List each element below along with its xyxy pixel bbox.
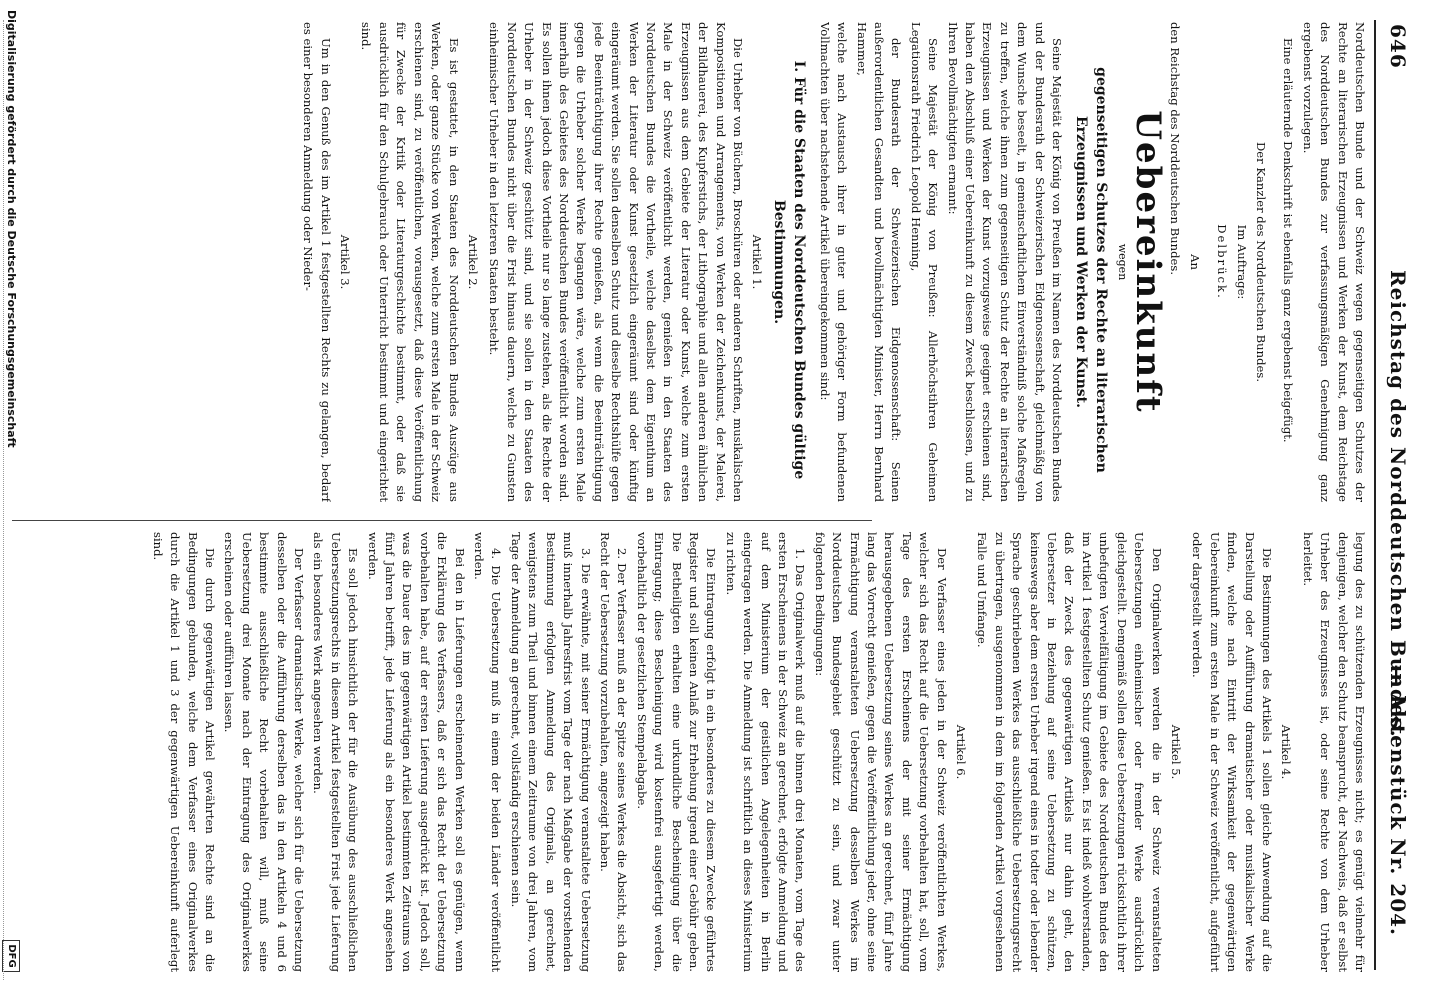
header-rule <box>1374 20 1376 970</box>
article-5-heading: Artikel 5. <box>1168 724 1183 780</box>
article-3-text: Um in den Genuß des im Artikel 1 festgestellten Rechts zu gelangen, bedarf es einer besonderen Anmeldung oder Nieder- <box>301 22 333 502</box>
article-6-paragraph-b: Der Verfasser dramatischer Werke, welcher sich für die Uebersetzung desselben oder die Aufführung derselben das in den Artikeln 4 und 6 bestimmte ausschließliche Recht vorbehalten will, muß seine Uebersetzung drei Monate nach der Eintragung des Originalwerkes erscheinen oder aufführen lassen. <box>222 532 307 972</box>
article-1-heading: Artikel 1. <box>750 234 765 290</box>
intro-paragraph: Norddeutschen Bunde und der Schweiz wegen gegenseitigen Schutzes der Rechte an literarischen Erzeugnissen und Werken der Kunst, dem Reichstage des Norddeutschen Bundes zur verfassungsmäßigen Genehmigung ganz ergebenst vorzulegen. <box>1300 22 1367 502</box>
column-divider <box>12 520 872 521</box>
dfg-logo: DFG <box>2 940 20 972</box>
page-number: 646 <box>1386 24 1410 69</box>
preamble-paragraph: Seine Majestät der König von Preußen im Namen des Norddeutschen Bundes und der Bundesrath der Schweizerischen Eidgenossenschaft, gleichmäßig von dem Wunsche beseelt, in gemeinschaftlichem Einverständniß solche Maßregeln zu treffen, welche ihnen zum gegenseitigen Schutz der Rechte an literarischen Erzeugnissen und Werken der Kunst vorzugsweise geeignet erschienen sind, haben den Abschluß einer Uebereinkunft zu diesem Zweck beschlossen, und zu Ihren Bevollmächtigten ernannt: <box>945 22 1065 502</box>
funding-notice: Digitalisierung gefördert durch die Deutsche Forschungsgemeinschaft <box>5 10 18 448</box>
signature-line: Der Kanzler des Norddeutschen Bundes. <box>1253 141 1268 383</box>
article-1-text: Die Urheber von Büchern, Broschüren oder anderen Schriften, musikalischen Kompositionen und Arrangements, von Werken der Zeichenkunst, der Malerei, der Bildhauerei, des Kupferstichs, der Lithographie und allen anderen ähnlichen Erzeugnissen aus dem Gebiete der Literatur oder Kunst, welche zum ersten Male in der Schweiz veröffentlicht werden, genießen in den Staaten des Norddeutschen Bundes die Vortheile, welche daselbst dem Eigenthum an Werken der Literatur oder Kunst gesetzlich eingeräumt sind oder künftig eingeräumt werden. Sie sollen denselben Schutz und dieselbe Rechtshülfe gegen jede Beeinträchtigung ihrer Rechte genießen, als wenn die Beeinträchtigung gegen die Urheber solcher Werke begangen wäre, welche zum ersten Male innerhalb des Gebietes des Norddeutschen Bundes veröffentlicht worden sind. Es sollen ihnen jedoch diese Vortheile nur so lange zustehen, als die Rechte der Urheber in der Schweiz geschützt sind, und sie sollen in den Staaten des Norddeutschen Bundes nicht über die Frist hinaus dauern, welche zu Gunsten einheimischer Urheber in den letzteren Staaten besteht. <box>487 22 746 502</box>
document-title: Uebereinkunft <box>1127 110 1168 414</box>
condition-2: 2. Der Verfasser muß an der Spitze seines Werkes die Absicht, sich das Recht der Uebersetzung vorzubehalten, angezeigt haben. <box>597 532 630 972</box>
bottom-scan-edge <box>3 20 4 980</box>
continuation-text: legung des zu schützenden Erzeugnisses nicht; es genügt vielmehr für denjenigen, welcher den Schutz beansprucht, der Nachweis, daß er selbst Urheber des Erzeugnisses ist, oder seine Rechte von dem Urheber herleitet. <box>1300 532 1367 972</box>
intro-paragraph-2: Eine erläuternde Denkschrift ist ebenfalls ganz ergebenst beigefügt. <box>1281 38 1296 443</box>
plenipotentiary-switzerland: der Bundesrath der Schweizerischen Eidgenossenschaft: Seinen außerordentlichen Gesandten und bevollmächtigten Minister, Herrn Bernhard Hammer, <box>854 22 904 502</box>
condition-3: 3. Die erwähnte, mit seiner Ermächtigung veranstaltete Uebersetzung muß innerhalb Jahresfrist vom Tage der nach Maßgabe der vorstehenden Bestimmung erfolgten Anmeldung des Originals, an gerechnet, wenigstens zum Theil und binnen einem Zeitraume von drei Jahren, vom Tage der Anmeldung an gerechnet, vollständig erschienen sein. <box>508 532 593 972</box>
article-6-paragraph-a: Es soll jedoch hinsichtlich der für die Ausübung des ausschließlichen Uebersetzungsrechts in diesem Artikel festgestellten Frist jede Lieferung als ein besonderes Werk angesehen werden. <box>311 532 361 972</box>
article-2-heading: Artikel 2. <box>465 234 480 290</box>
preamble-closing: welche nach Austausch ihrer in guter und gehöriger Form befundenen Vollmachten über nachstehende Artikel übereingekommen sind: <box>817 22 850 502</box>
condition-4-detail: Bei den in Lieferungen erscheinenden Werken soll es genügen, wenn die Erklärung des Verfassers, daß er sich das Recht der Uebersetzung vorbehalten habe, auf der ersten Lieferung ausgedrückt ist. Jedoch soll, was die Dauer des im gegenwärtigen Artikel bestimmten Zeitraums von fünf Jahren betrifft, jede Lieferung als ein besonderes Werk angesehen werden. <box>365 532 467 972</box>
title-connector: wegen <box>1115 243 1129 281</box>
article-6-intro: Der Verfasser eines jeden in der Schweiz veröffentlichten Werkes, welcher sich das Recht auf die Uebersetzung vorbehalten hat, soll, vom Tage des ersten Erscheinens der mit seiner Ermächtigung herausgegebenen Uebersetzung seines Werkes an gerechnet, fünf Jahre lang das Vorrecht genießen, gegen die Veröffentlichung jeder, ohne seine Ermächtigung veranstalteten Uebersetzung desselben Werkes im Norddeutschen Bundesgebiet geschützt zu sein, und zwar unter folgenden Bedingungen: <box>812 532 949 972</box>
part-one-heading: I. Für die Staaten des Norddeutschen Bundes gültige Bestimmungen. <box>771 60 808 480</box>
article-4-heading: Artikel 4. <box>1279 724 1294 780</box>
article-6-paragraph-c: Die durch gegenwärtigen Artikel gewährten Rechte sind an die Bedingungen gebunden, welche dem Verfasser eines Originalwerkes durch die Artikel 1 und 3 der gegenwärtigen Uebereinkunft auferlegt sind. <box>150 532 217 972</box>
page-header <box>1374 20 1418 950</box>
addressee: den Reichstag des Norddeutschen Bundes. <box>1168 22 1183 276</box>
condition-1: 1. Das Originalwerk muß auf die binnen drei Monaten, vom Tage des ersten Erscheinens in der Schweiz an gerechnet, erfolgte Anmeldung und auf dem Ministerium der geistlichen Angelegenheiten in Berlin eingetragen werden. Die Anmeldung ist schriftlich an dieses Ministerium zu richten. <box>723 532 808 972</box>
plenipotentiary-prussia: Seine Majestät der König von Preußen: Allerhöchstihren Geheimen Legationsrath Friedrich Leopold Henning, <box>908 22 941 502</box>
addressee-prefix: An <box>1187 254 1202 270</box>
article-3-heading: Artikel 3. <box>338 234 353 290</box>
article-5-text: Den Originalwerken werden die in der Schweiz veranstalteten Uebersetzungen einheimischer oder fremder Werke ausdrücklich gleichgestellt. Demgemäß sollen diese Uebersetzungen rücksichtlich ihrer unbefugten Vervielfältigung im Gebiete des Norddeutschen Bundes den im Artikel 1 festgestellten Schutz genießen. Es ist indeß wohlverstanden, daß der Zweck des gegenwärtigen Artikels nur dahin geht, den Uebersetzer in Beziehung auf seine Uebersetzung zu schützen, keineswegs aber dem ersten Urheber irgend eines in todter oder lebender Sprache geschriebenen Werkes das ausschließliche Uebersetzungsrecht zu übertragen, ausgenommen in dem im folgenden Artikel vorgesehenen Falle und Umfange. <box>975 532 1164 972</box>
right-column <box>28 532 1368 972</box>
running-title: Reichstag des Norddeutschen Bundes. <box>1386 270 1410 738</box>
article-4-text: Die Bestimmungen des Artikels 1 sollen gleiche Anwendung auf die Darstellung oder Aufführung dramatischer oder musikalischer Werke finden, welche nach Eintritt der Wirksamkeit der gegenwärtigen Uebereinkunft zum ersten Male in der Schweiz veröffentlicht, aufgeführt oder dargestellt werden. <box>1190 532 1274 972</box>
left-column <box>28 22 1368 502</box>
article-2-text: Es ist gestattet, in den Staaten des Norddeutschen Bundes Auszüge aus Werken, oder ganze Stücke von Werken, welche zum ersten Male in der Schweiz erschienen sind, zu veröffentlichen, vorausgesetzt, daß diese Veröffentlichung für Zwecke der Kritik oder Literaturgeschichte bestimmt, oder daß sie ausdrücklich für den Schulgebrauch oder Unterricht bestimmt und eingerichtet sind. <box>359 22 461 502</box>
document-number: — Aktenstück Nr. 204. <box>1386 664 1410 936</box>
signature-on-behalf: Im Auftrage: <box>1234 224 1249 300</box>
condition-4: 4. Die Uebersetzung muß in einem der beiden Länder veröffentlicht werden. <box>472 532 504 972</box>
signature-name: Delbrück. <box>1215 224 1230 300</box>
article-6-heading: Artikel 6. <box>954 724 969 780</box>
condition-1-detail: Die Eintragung erfolgt in ein besonderes zu diesem Zwecke geführtes Register und soll keinen Anlaß zur Erhebung irgend einer Gebühr geben. Die Betheiligten erhalten eine urkundliche Bescheinigung über die Eintragung; diese Bescheinigung wird kostenfrei ausgefertigt werden, vorbehaltlich der gesetzlichen Stempelabgabe. <box>634 532 719 972</box>
document-subtitle: gegenseitigen Schutzes der Rechte an literarischen Erzeugnissen und Werken der Kunst. <box>1073 67 1110 473</box>
